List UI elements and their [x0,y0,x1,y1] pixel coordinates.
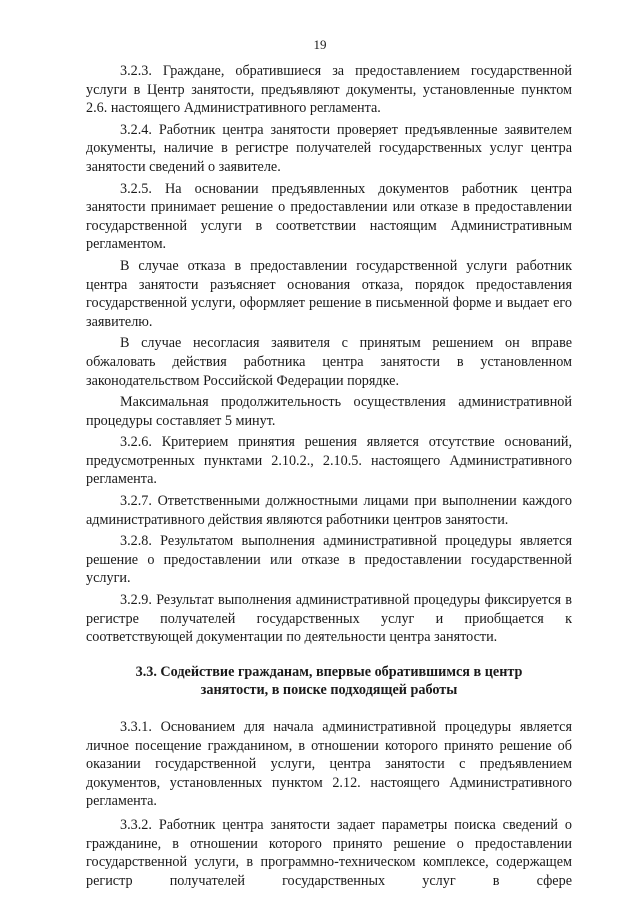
paragraph-appeal: В случае несогласия заявителя с принятым решением он вправе обжаловать действия работника центра занятости в установленном законодательством Российской Федерации порядке. [86,335,572,389]
paragraph-3-2-8: 3.2.8. Результатом выполнения административной процедуры является решение о предоставлении или отказе в предоставлении государственной услуги. [86,533,572,587]
paragraph-max-duration: Максимальная продолжительность осуществления административной процедуры составляет 5 минут. [86,394,572,429]
paragraph-refusal: В случае отказа в предоставлении государственной услуги работник центра занятости разъясняет основания отказа, порядок предоставления государственной услуги, оформляет решение в письменной форме и выдает его заявителю. [86,257,572,330]
paragraph-3-3-2: 3.3.2. Работник центра занятости задает параметры поиска сведений о гражданине, в отношении которого принято решение о предоставлении государственной услуги, в программно-техническом комплексе, содержащем регистр получателей государственных услуг в сфере [86,816,572,889]
page-number: 19 [313,37,327,52]
paragraph-3-3-1: 3.3.1. Основанием для начала административной процедуры является личное посещение гражданином, в отношении которого принято решение об оказании государственной услуги, центра занятости с предъявлением документов, установленных пунктом 2.12. настоящего Административного регламента. [86,719,572,810]
document-body [86,62,572,893]
paragraph-3-2-7: 3.2.7. Ответственными должностными лицами при выполнении каждого административного действия являются работники центров занятости. [86,493,572,528]
paragraph-3-2-9: 3.2.9. Результат выполнения административной процедуры фиксируется в регистре получателей государственных услуг и приобщается к соответствующей документации по деятельности центра занятости. [86,592,572,646]
paragraph-3-2-3: 3.2.3. Граждане, обратившиеся за предоставлением государственной услуги в Центр занятости, предъявляют документы, установленные пунктом 2.6. настоящего Административного регламента. [86,63,572,117]
section-heading-3-3: 3.3. Содействие гражданам, впервые обратившимся в центр занятости, в поиске подходящей работы [135,663,523,699]
paragraph-3-2-5: 3.2.5. На основании предъявленных документов работник центра занятости принимает решение о предоставлении или отказе в предоставлении государственной услуги в соответствии настоящим Административным регламентом. [86,180,572,253]
paragraph-3-2-4: 3.2.4. Работник центра занятости проверяет предъявленные заявителем документы, наличие в регистре получателей государственных услуг центра занятости сведений о заявителе. [86,121,572,175]
paragraph-3-2-6: 3.2.6. Критерием принятия решения является отсутствие оснований, предусмотренных пунктами 2.10.2., 2.10.5. настоящего Административного регламента. [86,434,572,488]
